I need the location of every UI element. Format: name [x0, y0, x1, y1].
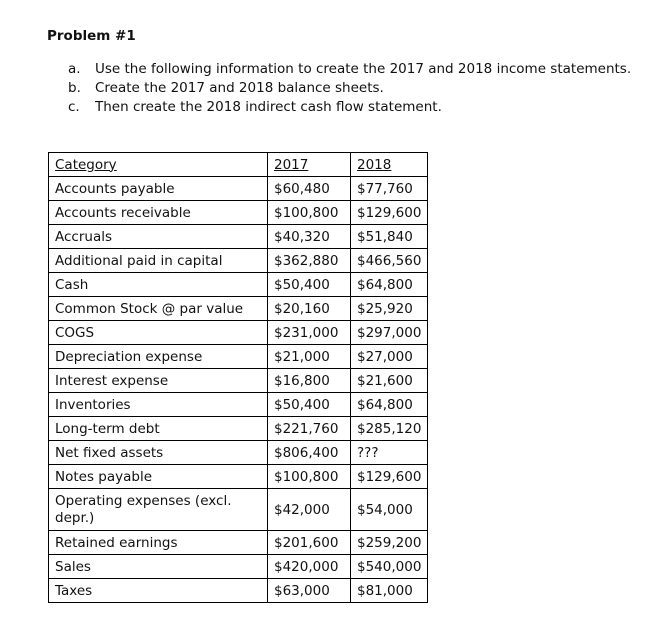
- header-2017: 2017: [268, 153, 351, 177]
- table-row: [49, 225, 428, 249]
- row-value-2017: $50,400: [268, 393, 351, 417]
- instruction-text: Create the 2017 and 2018 balance sheets.: [95, 80, 384, 96]
- financial-data-table: [48, 152, 428, 603]
- instruction-item: [68, 79, 631, 98]
- instruction-item: [68, 98, 631, 117]
- instruction-text: Then create the 2018 indirect cash flow statement.: [95, 99, 442, 115]
- table-row: [49, 177, 428, 201]
- row-value-2017: $100,800: [268, 201, 351, 225]
- row-value-2018: $540,000: [351, 555, 428, 579]
- row-category: Accruals: [49, 225, 268, 249]
- table-header-row: [49, 153, 428, 177]
- table-row: [49, 417, 428, 441]
- row-category: Sales: [49, 555, 268, 579]
- row-category: Long-term debt: [49, 417, 268, 441]
- row-value-2018: $466,560: [351, 249, 428, 273]
- table-row: [49, 369, 428, 393]
- instruction-text: Use the following information to create the 2017 and 2018 income statements.: [95, 61, 632, 77]
- row-category: Notes payable: [49, 465, 268, 489]
- row-value-2017: $21,000: [268, 345, 351, 369]
- row-value-2018: $285,120: [351, 417, 428, 441]
- table-row: [49, 201, 428, 225]
- table-row: [49, 249, 428, 273]
- instruction-list: [68, 60, 631, 117]
- row-value-2018: $54,000: [351, 489, 428, 531]
- row-value-2018: $64,800: [351, 273, 428, 297]
- row-value-2017: $50,400: [268, 273, 351, 297]
- table-row: [49, 345, 428, 369]
- instruction-item: [68, 60, 631, 79]
- header-category: Category: [49, 153, 268, 177]
- row-value-2017: $40,320: [268, 225, 351, 249]
- row-value-2017: $231,000: [268, 321, 351, 345]
- table-row: [49, 441, 428, 465]
- row-category: Accounts payable: [49, 177, 268, 201]
- row-category: Accounts receivable: [49, 201, 268, 225]
- row-value-2017: $362,880: [268, 249, 351, 273]
- table-row: [49, 465, 428, 489]
- instruction-marker: b.: [68, 80, 81, 96]
- row-value-2017: $221,760: [268, 417, 351, 441]
- table-row: [49, 579, 428, 603]
- row-category: Net fixed assets: [49, 441, 268, 465]
- row-value-2018: $77,760: [351, 177, 428, 201]
- row-category: Inventories: [49, 393, 268, 417]
- row-category: Taxes: [49, 579, 268, 603]
- row-category: Interest expense: [49, 369, 268, 393]
- row-value-2017: $100,800: [268, 465, 351, 489]
- instruction-marker: a.: [68, 61, 81, 77]
- row-category: Additional paid in capital: [49, 249, 268, 273]
- table-row: [49, 555, 428, 579]
- table-row: [49, 321, 428, 345]
- row-value-2017: $420,000: [268, 555, 351, 579]
- row-value-2018: $25,920: [351, 297, 428, 321]
- row-value-2018: $51,840: [351, 225, 428, 249]
- row-value-2017: $16,800: [268, 369, 351, 393]
- table-row: [49, 297, 428, 321]
- row-value-2018: $21,600: [351, 369, 428, 393]
- row-value-2018: $129,600: [351, 201, 428, 225]
- row-value-2018: $297,000: [351, 321, 428, 345]
- row-value-2017: $806,400: [268, 441, 351, 465]
- row-value-2018: $27,000: [351, 345, 428, 369]
- row-value-2018: ???: [351, 441, 428, 465]
- row-value-2018: $81,000: [351, 579, 428, 603]
- table-row: [49, 273, 428, 297]
- header-2018: 2018: [351, 153, 428, 177]
- row-category: Retained earnings: [49, 531, 268, 555]
- row-value-2018: $64,800: [351, 393, 428, 417]
- row-value-2018: $129,600: [351, 465, 428, 489]
- row-value-2017: $60,480: [268, 177, 351, 201]
- row-category: COGS: [49, 321, 268, 345]
- instruction-marker: c.: [68, 99, 80, 115]
- row-value-2017: $63,000: [268, 579, 351, 603]
- row-category: Depreciation expense: [49, 345, 268, 369]
- table-row: [49, 393, 428, 417]
- row-category: Operating expenses (excl. depr.): [49, 489, 268, 531]
- row-category: Common Stock @ par value: [49, 297, 268, 321]
- row-value-2018: $259,200: [351, 531, 428, 555]
- row-category: Cash: [49, 273, 268, 297]
- problem-title: Problem #1: [47, 28, 136, 44]
- table-row: [49, 531, 428, 555]
- row-value-2017: $201,600: [268, 531, 351, 555]
- table-row: [49, 489, 428, 531]
- row-value-2017: $20,160: [268, 297, 351, 321]
- row-value-2017: $42,000: [268, 489, 351, 531]
